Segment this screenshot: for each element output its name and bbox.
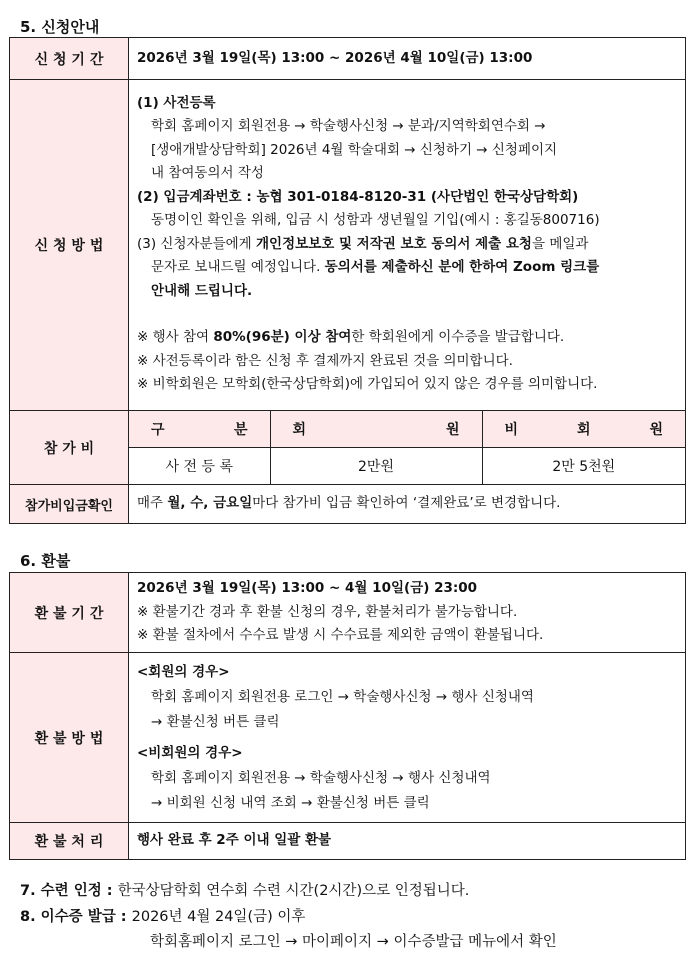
method-1-line-1: 학회 홈페이지 회원전용 → 학술행사신청 → 분과/지역학회연수회 → (151, 118, 546, 134)
section-5-title: 5. 신청안내 (20, 18, 100, 36)
section-8: 8. 이수증 발급 : 2026년 4월 24일(금) 이후 (20, 909, 306, 925)
confirm-value: 매주 월, 수, 금요일마다 참가비 입금 확인하여 ‘결제완료’로 변경합니다. (129, 485, 686, 524)
note-3: ※ 비학회원은 모학회(한국상담학회)에 가입되어 있지 않은 경우를 의미합니다. (137, 376, 598, 392)
nonmember-case-title: <비회원의 경우> (137, 744, 243, 761)
method-1-line-2: [생애개발상담학회] 2026년 4월 학술대회 → 신청하기 → 신청페이지 (151, 141, 558, 158)
fee-cell (129, 411, 686, 485)
fee-nonmember-value: 2만 5천원 (482, 448, 685, 485)
refund-process-value: 행사 완료 후 2주 이내 일괄 환불 (129, 823, 686, 860)
fee-member-value: 2만원 (270, 448, 482, 485)
method-3-line-1: (3) 신청자분들에게 개인정보보호 및 저작권 보호 동의서 제출 요청을 메일과 (137, 235, 589, 252)
fee-label: 참 가 비 (10, 411, 129, 485)
note-2: ※ 사전등록이라 함은 신청 후 결제까지 완료된 것을 의미합니다. (137, 352, 513, 369)
refund-process-label: 환 불 처 리 (10, 823, 129, 860)
method-3-line-2: 문자로 보내드릴 예정입니다. 동의서를 제출하신 분에 한하여 Zoom 링크를 (151, 259, 600, 275)
refund-period-value: 2026년 3월 19일(목) 13:00 ~ 4월 10일(금) 23:00 (137, 580, 478, 597)
method-1-line-3: 내 참여동의서 작성 (151, 165, 264, 181)
nonmember-case-line-1: 학회 홈페이지 회원전용 → 학술행사신청 → 행사 신청내역 (151, 769, 491, 786)
fee-header-member: 회 원 (270, 411, 482, 448)
period-label: 신 청 기 간 (10, 38, 129, 80)
section-6-title: 6. 환불 (20, 552, 71, 570)
period-value: 2026년 3월 19일(목) 13:00 ~ 2026년 4월 10일(금) 13:00 (129, 38, 686, 80)
fee-row-label: 사 전 등 록 (165, 459, 233, 475)
method-1-title: (1) 사전등록 (137, 94, 216, 111)
method-2-title: (2) 입금계좌번호 : 농협 301-0184-8120-31 (사단법인 한국상담학회) (137, 188, 579, 205)
method-3-line-3: 안내해 드립니다. (151, 282, 253, 299)
section-7: 7. 수련 인정 : 한국상담학회 연수회 수련 시간(2시간)으로 인정됩니다. (20, 883, 470, 899)
refund-method-content (129, 653, 686, 823)
fee-header-nonmember: 비 회 원 (482, 411, 685, 448)
method-2-line-1: 동명이인 확인을 위해, 입금 시 성함과 생년월일 기입(예시 : 홍길동800716) (151, 212, 600, 228)
refund-period-label: 환 불 기 간 (10, 573, 129, 653)
member-case-line-2: → 환불신청 버튼 클릭 (151, 713, 280, 730)
confirm-label: 참가비입금확인 (10, 485, 129, 524)
refund-note-1: ※ 환불기간 경과 후 환불 신청의 경우, 환불처리가 불가능합니다. (137, 603, 518, 620)
nonmember-case-line-2: → 비회원 신청 내역 조회 → 환불신청 버튼 클릭 (151, 794, 430, 811)
member-case-line-1: 학회 홈페이지 회원전용 로그인 → 학술행사신청 → 행사 신청내역 (151, 688, 534, 705)
method-content (129, 80, 686, 411)
section-8-line-2: 학회홈페이지 로그인 → 마이페이지 → 이수증발급 메뉴에서 확인 (150, 934, 557, 950)
note-1: ※ 행사 참여 80%(96분) 이상 참여한 학회원에게 이수증을 발급합니다. (137, 329, 565, 345)
application-info-table (9, 37, 686, 524)
refund-method-label: 환 불 방 법 (10, 653, 129, 823)
refund-note-2: ※ 환불 절차에서 수수료 발생 시 수수료를 제외한 금액이 환불됩니다. (137, 627, 544, 644)
method-label: 신 청 방 법 (10, 80, 129, 411)
member-case-title: <회원의 경우> (137, 663, 230, 680)
refund-period-content (129, 573, 686, 653)
fee-table (129, 411, 685, 484)
fee-header-category: 구 분 (129, 411, 270, 448)
refund-table (9, 572, 686, 860)
